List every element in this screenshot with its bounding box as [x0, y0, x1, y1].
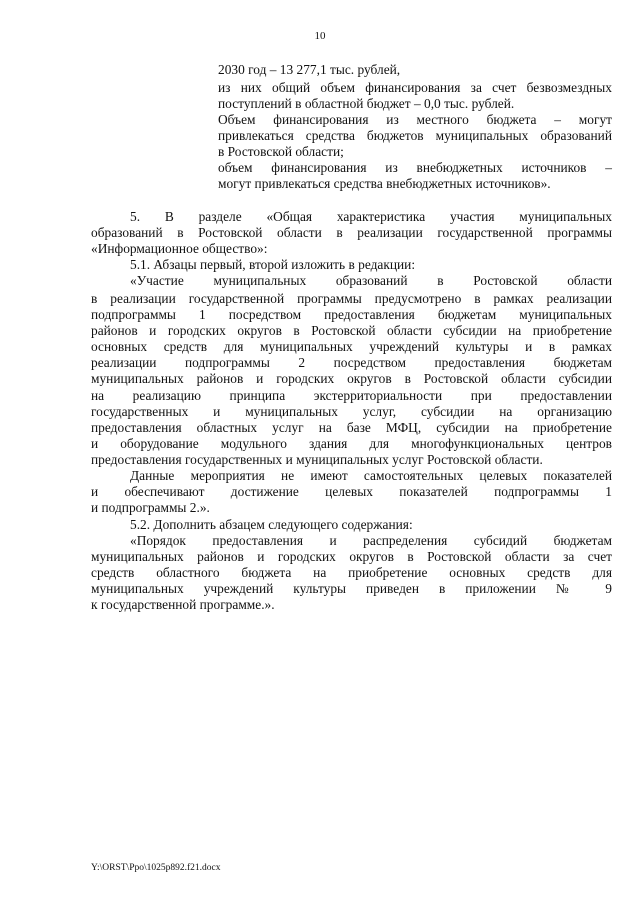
finance-line: привлекаться средства бюджетов муниципальных образований	[218, 128, 612, 143]
section-line: подпрограммы 1 посредством предоставления бюджетам муниципальных	[91, 307, 612, 322]
finance-line: в Ростовской области;	[218, 144, 344, 159]
finance-line: объем финансирования из внебюджетных источников –	[218, 160, 612, 175]
section-line: «Участие муниципальных образований в Ростовской области	[130, 273, 612, 288]
section-line: к государственной программе.».	[91, 597, 275, 612]
section-line: и обеспечивают достижение целевых показателей подпрограммы 1	[91, 484, 612, 499]
section-line: муниципальных районов и городских округов в Ростовской области субсидии	[91, 371, 612, 386]
section-line: и оборудование модульного здания для многофункциональных центров	[91, 436, 612, 451]
section-line: предоставления областных услуг на базе МФЦ, субсидии на приобретение	[91, 420, 612, 435]
section-line: на реализацию принципа экстерриториальности при предоставлении	[91, 388, 612, 403]
section-line: государственных и муниципальных услуг, субсидии на организацию	[91, 404, 612, 419]
section-line: реализации подпрограммы 2 посредством предоставления бюджетам	[91, 355, 612, 370]
section-line: основных средств для муниципальных учреждений культуры и в рамках	[91, 339, 612, 354]
finance-line: Объем финансирования из местного бюджета – могут	[218, 112, 612, 127]
section-line: 5.1. Абзацы первый, второй изложить в редакции:	[130, 257, 416, 272]
section-line: в реализации государственной программы предусмотрено в рамках реализации	[91, 291, 612, 306]
section-line: образований в Ростовской области в реализации государственной программы	[91, 225, 612, 240]
section-line: районов и городских округов в Ростовской области субсидии на приобретение	[91, 323, 612, 338]
section-line: «Информационное общество»:	[91, 241, 268, 256]
section-line: предоставления государственных и муниципальных услуг Ростовской области.	[91, 452, 543, 467]
finance-line: 2030 год – 13 277,1 тыс. рублей,	[218, 62, 401, 77]
section-line: Данные мероприятия не имеют самостоятельных целевых показателей	[130, 468, 612, 483]
section-line: муниципальных учреждений культуры приведен в приложении № 9	[91, 581, 612, 596]
finance-line: из них общий объем финансирования за счет безвозмездных	[218, 80, 612, 95]
section-line: и подпрограммы 2.».	[91, 500, 210, 515]
section-line: «Порядок предоставления и распределения субсидий бюджетам	[130, 533, 612, 548]
section-line: 5. В разделе «Общая характеристика участия муниципальных	[130, 209, 612, 224]
section-line: средств областного бюджета на приобретение основных средств для	[91, 565, 612, 580]
footer-file-path: Y:\ORST\Ppo\1025p892.f21.docx	[91, 863, 221, 873]
section-line: муниципальных районов и городских округов в Ростовской области за счет	[91, 549, 612, 564]
finance-line: могут привлекаться средства внебюджетных источников».	[218, 176, 551, 191]
section-line: 5.2. Дополнить абзацем следующего содержания:	[130, 517, 413, 532]
page-number: 10	[314, 30, 326, 42]
finance-line: поступлений в областной бюджет – 0,0 тыс. рублей.	[218, 96, 515, 111]
